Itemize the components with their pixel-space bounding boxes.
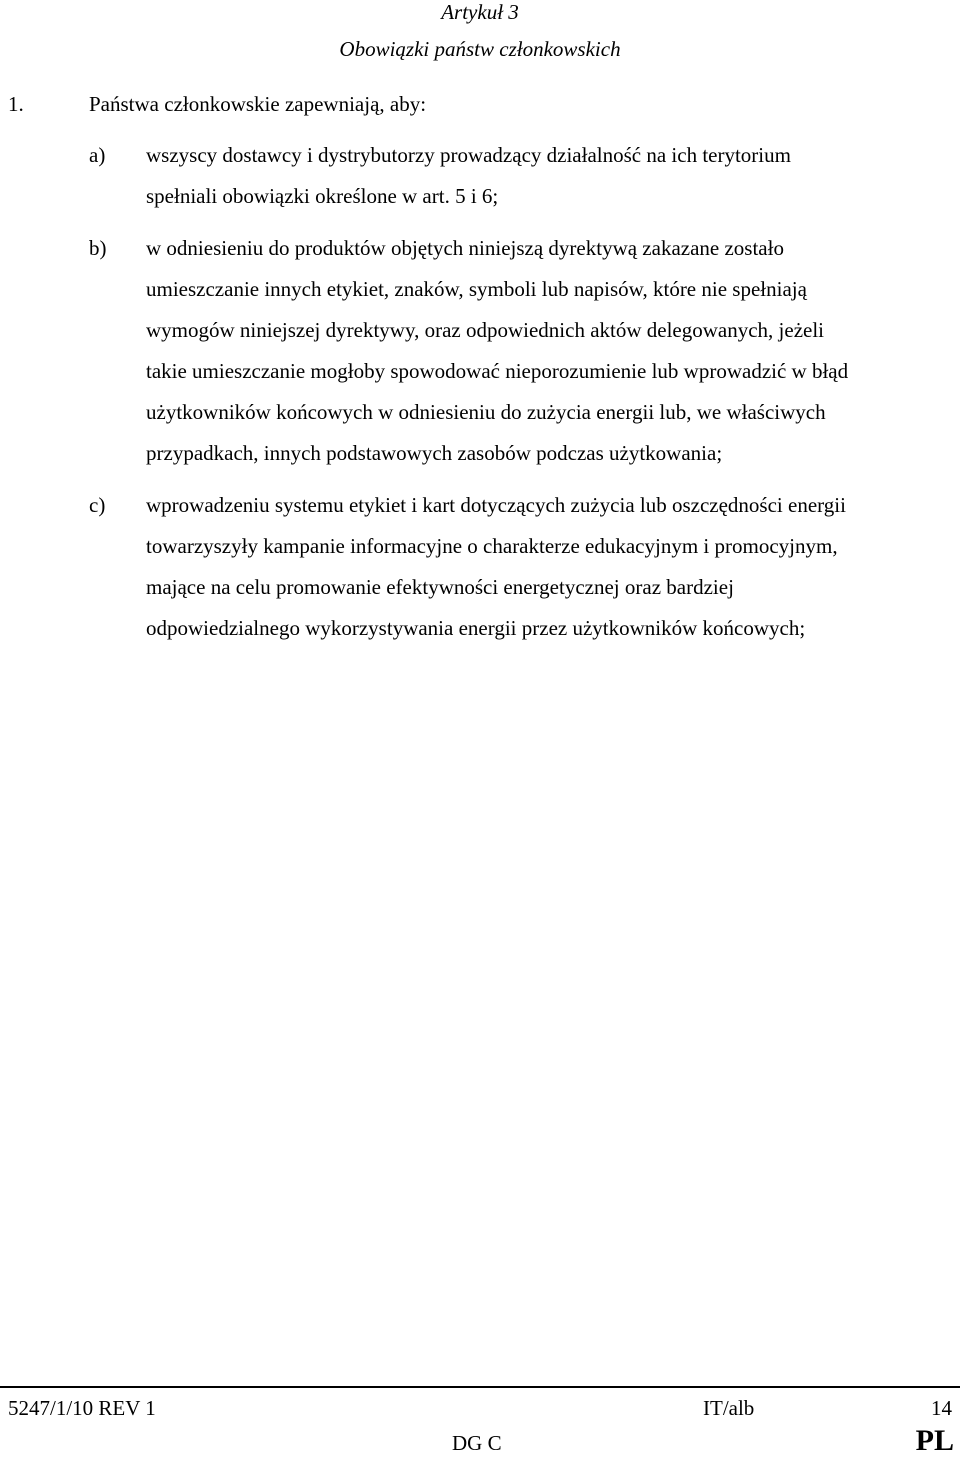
item-line: mające na celu promowanie efektywności energetycznej oraz bardziej	[146, 575, 734, 599]
item-line: przypadkach, innych podstawowych zasobów podczas użytkowania;	[146, 441, 723, 465]
footer-divider	[0, 1386, 960, 1388]
footer-language: PL	[915, 1424, 954, 1457]
item-line: umieszczanie innych etykiet, znaków, symboli lub napisów, które nie spełniają	[146, 277, 807, 301]
footer-page-number: 14	[931, 1396, 952, 1420]
item-line: wprowadzeniu systemu etykiet i kart dotyczących zużycia lub oszczędności energii	[146, 493, 846, 517]
item-line: towarzyszyły kampanie informacyjne o charakterze edukacyjnym i promocyjnym,	[146, 534, 838, 558]
item-line: spełniali obowiązki określone w art. 5 i 6;	[146, 184, 499, 208]
footer-unit: IT/alb	[703, 1396, 755, 1420]
article-title-text: Obowiązki państw członkowskich	[339, 37, 621, 61]
item-line: odpowiedzialnego wykorzystywania energii przez użytkowników końcowych;	[146, 616, 806, 640]
item-line: w odniesieniu do produktów objętych niniejszą dyrektywą zakazane zostało	[146, 236, 784, 260]
item-line: użytkowników końcowych w odniesieniu do zużycia energii lub, we właściwych	[146, 400, 826, 424]
article-title	[0, 37, 960, 61]
footer-dg: DG C	[452, 1431, 502, 1455]
paragraph-intro: Państwa członkowskie zapewniają, aby:	[89, 92, 427, 116]
article-number-text: Artykuł 3	[441, 0, 519, 24]
item-line: wymogów niniejszej dyrektywy, oraz odpowiednich aktów delegowanych, jeżeli	[146, 318, 825, 342]
item-text	[146, 228, 946, 474]
paragraph-number: 1.	[8, 92, 24, 116]
item-text	[146, 485, 946, 649]
item-label: b)	[89, 236, 107, 260]
item-line: wszyscy dostawcy i dystrybutorzy prowadzący działalność na ich terytorium	[146, 143, 791, 167]
article-number	[0, 0, 960, 24]
item-text	[146, 135, 946, 217]
item-label: c)	[89, 493, 106, 517]
footer-document-code: 5247/1/10 REV 1	[8, 1396, 156, 1420]
item-label: a)	[89, 143, 106, 167]
item-line: takie umieszczanie mogłoby spowodować nieporozumienie lub wprowadzić w błąd	[146, 359, 849, 383]
